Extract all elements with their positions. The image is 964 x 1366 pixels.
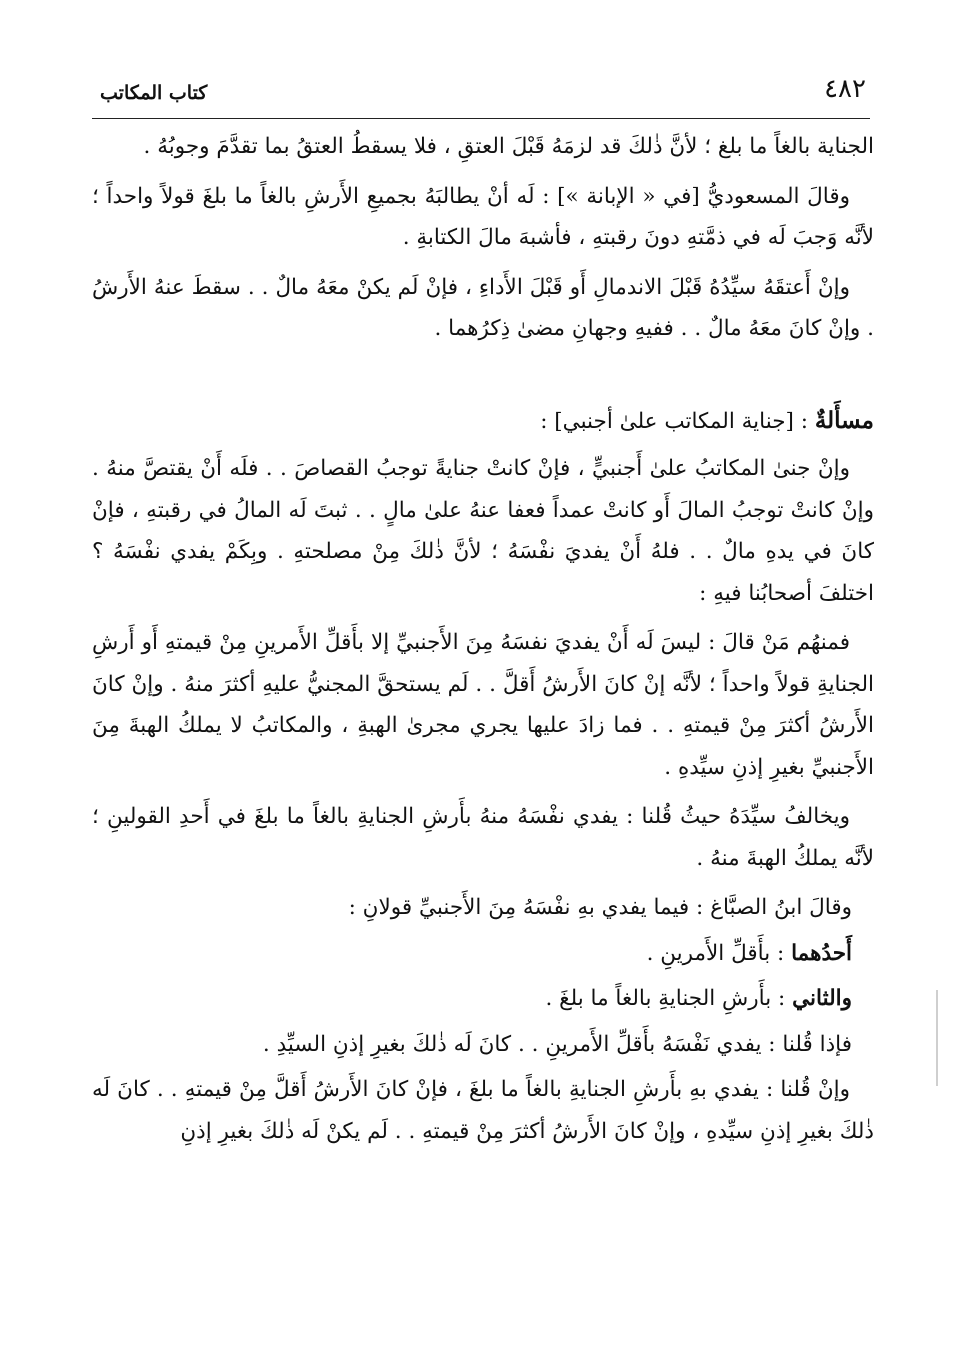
paragraph xyxy=(92,978,874,1020)
first-opinion-text: : بأَقلِّ الأَمرينِ . xyxy=(646,940,785,966)
paragraph: وقالَ المسعوديُّ [في « الإبانة »] : لَه أنْ يطالبَهُ بجميعِ الأَرشِ بالغاً ما بلغَ قولاً واحداً ؛ لأنَّه وَجبَ لَه في ذمَّتهِ دونَ رقبتهِ ، فأشبهَ مالَ الكتابةِ . xyxy=(92,183,874,250)
paragraph: الجناية بالغاً ما بلغ ؛ لأنَّ ذٰلكَ قد لزمَهُ قَبْلَ العتقِ ، فلا يسقطُ العتقُ بما تقدَّمَ وجوبُهُ . xyxy=(143,134,874,159)
book-title: كتاب المكاتب xyxy=(100,82,208,104)
section-spacer xyxy=(92,358,874,400)
paragraph: وإنْ جنىٰ المكاتبُ علىٰ أَجنبيٍّ ، فإنْ كانتْ جنايةً توجبُ القصاصَ . . فلَه أَنْ يقتصَّ منهُ . وإنْ كانتْ توجبُ المالَ أَو كانتْ عمداً فعفا عنهُ علىٰ مالٍ . . ثبتَ لَه المالُ في رقبتهِ ، فإنْ كانَ في يدهِ مالٌ . . فلهُ أَنْ يفديَ نفْسَهُ ؛ لأنَّ ذٰلكَ مِنْ مصلحتهِ . وبِكَمْ يفدي نفْسَهُ ؟ اختلفَ أصحابُنا فيهِ : xyxy=(92,456,874,606)
page-header xyxy=(92,68,870,112)
header-divider xyxy=(92,118,870,119)
section-label: مسأَلةٌ xyxy=(814,406,874,434)
page-number: ٤٨٢ xyxy=(824,74,866,104)
section-title: : [جناية المكاتب علىٰ أجنبي] : xyxy=(540,408,808,434)
paragraph: فإذا قُلنا : يفدي نَفْسَهُ بأَقلِّ الأَمرينِ . . كانَ لَه ذٰلكَ بغيرِ إذنِ السيِّدِ . xyxy=(262,1031,852,1057)
second-opinion-label: والثاني xyxy=(792,986,852,1011)
paragraph: وإنْ قُلنا : يفدي بهِ بأَرشِ الجنايةِ بالغاً ما بلغَ ، فإنْ كانَ الأَرشُ أَقلَّ مِنْ قيمتهِ . . كانَ لَه ذٰلكَ بغيرِ إذنِ سيِّدهِ ، وإنْ كانَ الأَرشُ أكثرَ مِنْ قيمتهِ . . لَم يكنْ لَه ذٰلكَ بغيرِ إذنِ xyxy=(92,1077,874,1144)
paragraph: فمنهُم مَنْ قالَ : ليسَ لَه أَنْ يفديَ نفسَهُ مِنَ الأَجنبيِّ إلا بأَقلِّ الأَمرينِ مِنْ قيمتهِ أَو أَرشِ الجنايةِ قولاً واحداً ؛ لأنَّه إنْ كانَ الأَرشُ أَقلَّ . . لَم يستحقَّ المجنيُّ عليهِ أكثرَ منهُ . وإنْ كانَ الأَرشُ أكثرَ مِنْ قيمتهِ . . فما زادَ عليها يجري مجرىٰ الهبةِ ، والمكاتبُ لا يملكُ الهبةَ مِنَ الأَجنبيِّ بغيرِ إذنِ سيِّدهِ . xyxy=(92,630,874,780)
paragraph: وإنْ أَعتقَهُ سيِّدُهُ قَبْلَ الاندمالِ أَو قَبْلَ الأَداءِ ، فإنْ لَم يكنْ معَهُ مالٌ . . سقطَ عنهُ الأَرشُ . وإنْ كانَ معَهُ مالٌ . . ففيهِ وجهانِ مضىٰ ذِكرُهما . xyxy=(92,274,874,341)
section-heading xyxy=(92,400,874,443)
paragraph: ويخالفُ سيِّدَهُ حيثُ قُلنا : يفدي نفْسَهُ منهُ بأَرشِ الجنايةِ بالغاً ما بلغَ في أَحدِ القولينِ ؛ لأنَّه يملكُ الهبةَ منهُ . xyxy=(92,804,874,871)
scan-artifact-line xyxy=(936,990,938,1086)
second-opinion-text: : بأَرشِ الجنايةِ بالغاً ما بلغَ . xyxy=(545,986,786,1011)
paragraph: وقالَ ابنُ الصبَّاغ : فيما يفدي بهِ نفْسَهُ مِنَ الأَجنبيِّ قولانِ : xyxy=(348,895,852,920)
body-text xyxy=(92,126,874,1160)
paragraph xyxy=(92,933,874,975)
first-opinion-label: أَحدُهما xyxy=(791,940,852,966)
